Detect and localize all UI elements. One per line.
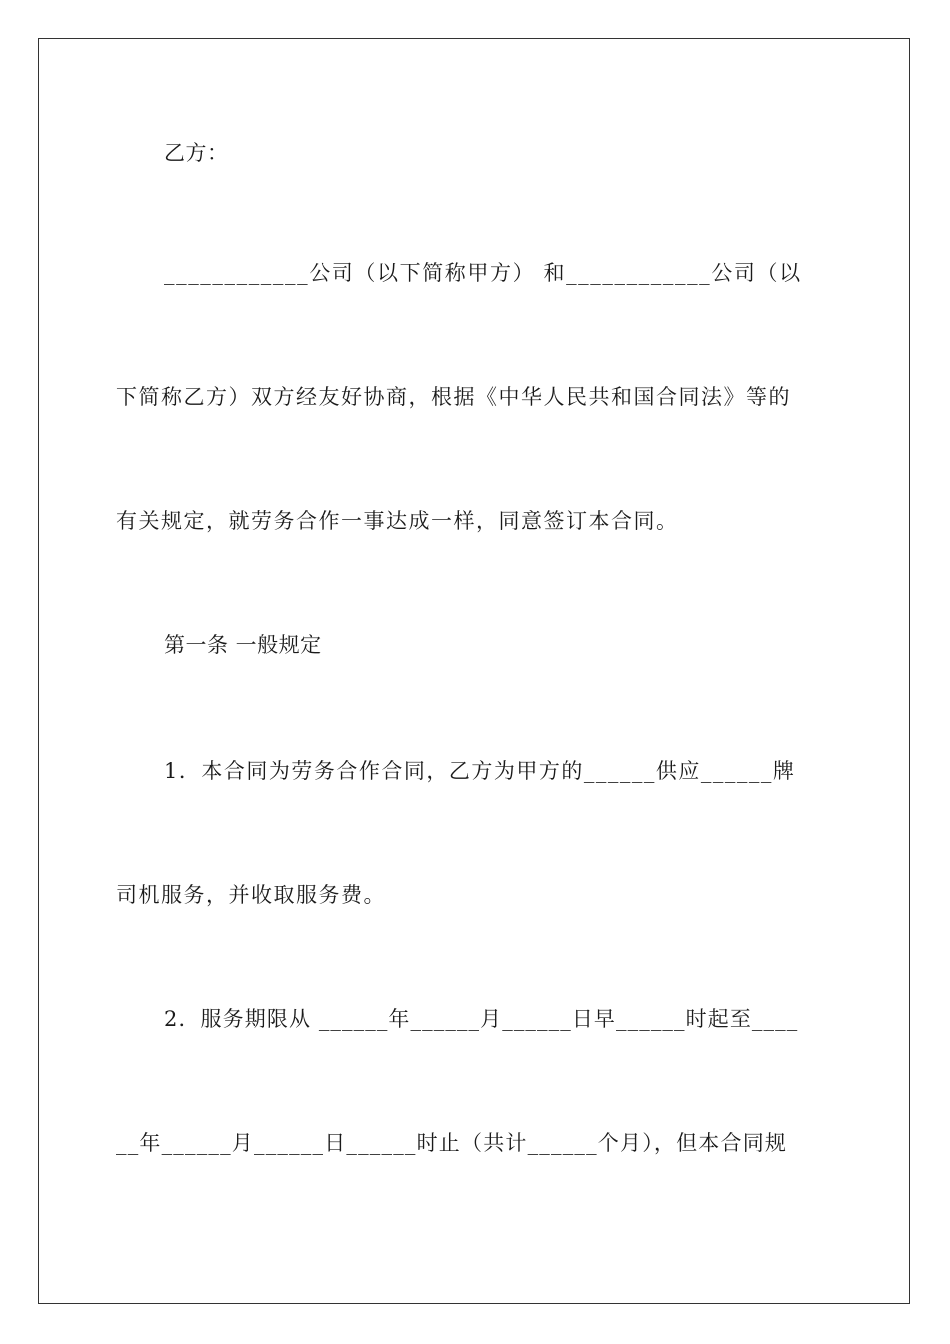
contract-intro-line-2: 下简称乙方）双方经友好协商，根据《中华人民共和国合同法》等的 bbox=[116, 385, 791, 409]
contract-intro-line-3: 有关规定，就劳务合作一事达成一样，同意签订本合同。 bbox=[116, 509, 679, 533]
clause-1-line-1: 1．本合同为劳务合作合同，乙方为甲方的______供应______牌 bbox=[164, 759, 796, 783]
article-one-heading: 第一条 一般规定 bbox=[164, 633, 322, 657]
clause-2-line-1: 2．服务期限从 ______年______月______日早______时起至____ bbox=[164, 1007, 799, 1031]
clause-1-line-2: 司机服务，并收取服务费。 bbox=[116, 883, 386, 907]
party-b-label: 乙方： bbox=[164, 141, 229, 165]
page-border bbox=[38, 38, 910, 1304]
contract-intro-line-1: ____________公司（以下简称甲方） 和____________公司（以 bbox=[164, 261, 802, 285]
clause-2-line-2: __年______月______日______时止（共计______个月），但本合同规 bbox=[116, 1131, 788, 1155]
